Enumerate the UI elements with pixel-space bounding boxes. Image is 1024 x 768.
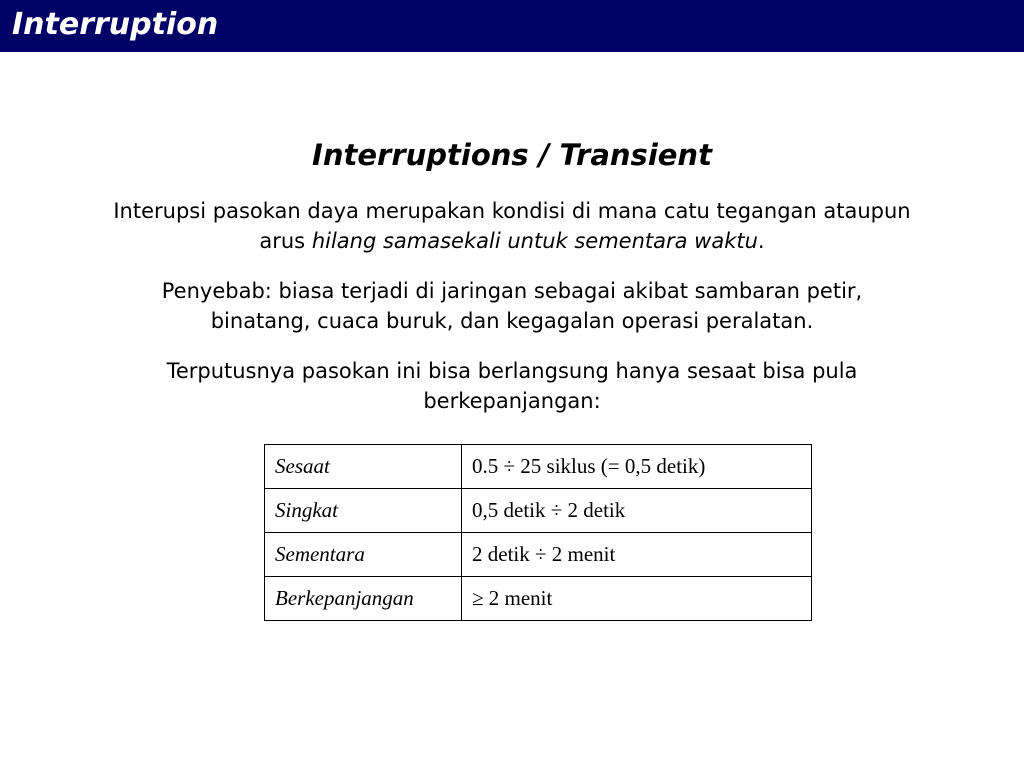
- table-cell-term: Sementara: [265, 533, 462, 577]
- table-cell-duration: ≥ 2 menit: [462, 577, 812, 621]
- section-heading: Interruptions / Transient: [312, 138, 712, 172]
- title-bar: [0, 0, 1024, 52]
- table-cell-term: Sesaat: [265, 445, 462, 489]
- table-cell-term: Singkat: [265, 489, 462, 533]
- duration-table: [264, 444, 812, 621]
- definition-emphasis: hilang samasekali untuk sementara waktu: [311, 229, 758, 253]
- table-row: [265, 489, 812, 533]
- table-cell-duration: 0,5 detik ÷ 2 detik: [462, 489, 812, 533]
- definition-text: Interupsi pasokan daya merupakan kondisi di mana catu tegangan ataupun arus: [113, 199, 911, 253]
- table-cell-duration: 0.5 ÷ 25 siklus (= 0,5 detik): [462, 445, 812, 489]
- definition-period: .: [757, 229, 765, 253]
- definition-paragraph: [112, 196, 912, 256]
- table-cell-term: Berkepanjangan: [265, 577, 462, 621]
- slide-title: Interruption: [12, 7, 219, 42]
- cause-paragraph: Penyebab: biasa terjadi di jaringan sebagai akibat sambaran petir, binatang, cuaca buruk, dan kegagalan operasi peralatan.: [161, 279, 863, 333]
- table-row: [265, 577, 812, 621]
- table-cell-duration: 2 detik ÷ 2 menit: [462, 533, 812, 577]
- table-row: [265, 533, 812, 577]
- duration-paragraph: Terputusnya pasokan ini bisa berlangsung hanya sesaat bisa pula berkepanjangan:: [166, 359, 858, 413]
- table-row: [265, 445, 812, 489]
